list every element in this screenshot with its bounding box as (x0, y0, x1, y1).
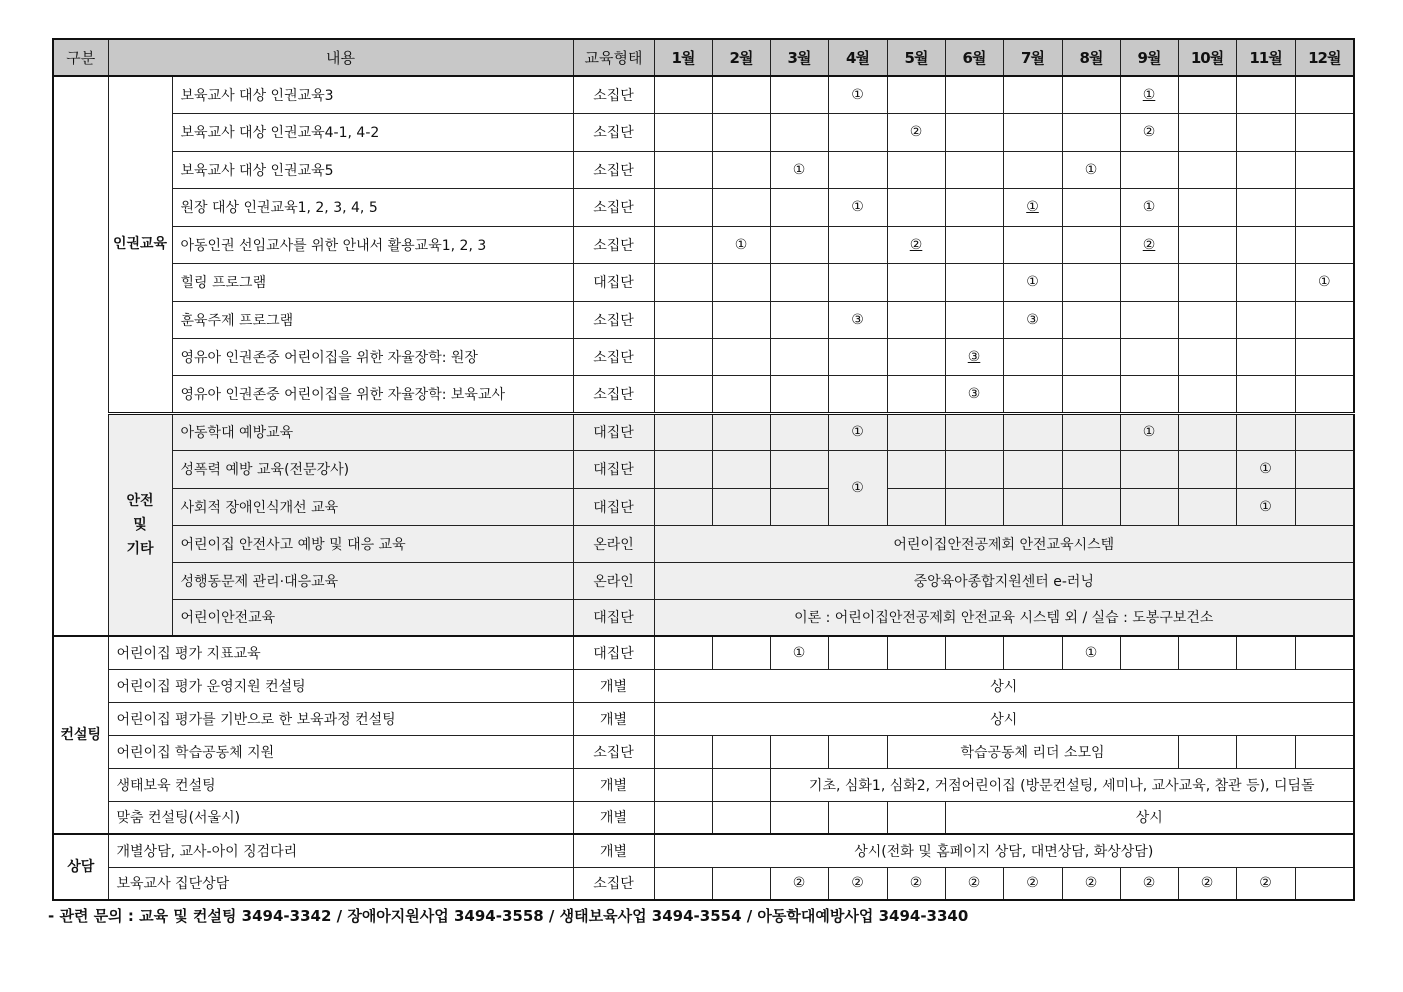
content-cell: 보육교사 대상 인권교육4-1, 4-2 (172, 113, 573, 151)
month-cell (1295, 338, 1354, 375)
table-row (53, 702, 1354, 735)
content-cell: 원장 대상 인권교육1, 2, 3, 4, 5 (172, 188, 573, 226)
table-row (53, 669, 1354, 702)
header-row (53, 39, 1354, 76)
content-cell: 보육교사 대상 인권교육5 (172, 151, 573, 188)
content-cell: 어린이집 학습공동체 지원 (108, 735, 573, 768)
month-cell (1003, 76, 1062, 113)
content-cell: 개별상담, 교사-아이 징검다리 (108, 834, 573, 867)
schedule-span-cell: 중앙육아종합지원센터 e-러닝 (654, 562, 1354, 599)
month-cell (1062, 226, 1120, 263)
month-cell: ① (828, 76, 887, 113)
schedule-span-cell: 상시 (654, 669, 1354, 702)
table-row (53, 599, 1354, 636)
table-row (53, 525, 1354, 562)
month-cell (1178, 113, 1236, 151)
schedule-span-cell: 상시 (945, 801, 1354, 834)
month-cell (1178, 450, 1236, 488)
section-label-safety: 안전 및 기타 (108, 413, 172, 636)
month-cell (654, 450, 712, 488)
content-cell: 성폭력 예방 교육(전문강사) (172, 450, 573, 488)
table-row (53, 338, 1354, 375)
content-cell: 어린이안전교육 (172, 599, 573, 636)
month-cell (1236, 301, 1295, 338)
month-cell (770, 735, 828, 768)
content-cell: 어린이집 평가를 기반으로 한 보육과정 컨설팅 (108, 702, 573, 735)
month-cell (770, 488, 828, 525)
format-cell: 대집단 (573, 488, 654, 525)
format-cell: 개별 (573, 768, 654, 801)
month-cell (1003, 375, 1062, 413)
month-cell: ① (1120, 413, 1178, 450)
month-cell (1120, 375, 1178, 413)
format-cell: 소집단 (573, 226, 654, 263)
content-cell: 어린이집 평가 운영지원 컨설팅 (108, 669, 573, 702)
month-cell: ① (770, 151, 828, 188)
month-cell (1003, 338, 1062, 375)
content-cell: 어린이집 평가 지표교육 (108, 636, 573, 669)
month-cell (945, 76, 1003, 113)
section-label-counseling: 상담 (53, 834, 108, 900)
month-cell (1062, 188, 1120, 226)
month-cell (887, 375, 945, 413)
header-month-1: 1월 (654, 39, 712, 76)
month-cell (654, 636, 712, 669)
month-cell (1003, 226, 1062, 263)
month-cell (945, 413, 1003, 450)
month-cell (1236, 76, 1295, 113)
table-row (53, 834, 1354, 867)
header-category: 구분 (53, 39, 108, 76)
table-row (53, 263, 1354, 301)
month-cell: ② (1003, 867, 1062, 900)
format-cell: 소집단 (573, 76, 654, 113)
month-cell (1120, 488, 1178, 525)
month-cell (654, 226, 712, 263)
month-cell (1295, 113, 1354, 151)
format-cell: 대집단 (573, 263, 654, 301)
content-cell: 아동학대 예방교육 (172, 413, 573, 450)
month-cell: ② (770, 867, 828, 900)
format-cell: 개별 (573, 801, 654, 834)
header-month-3: 3월 (770, 39, 828, 76)
month-cell (887, 488, 945, 525)
month-cell (1178, 375, 1236, 413)
month-cell (654, 301, 712, 338)
month-cell (654, 413, 712, 450)
month-cell (1295, 450, 1354, 488)
month-cell (712, 301, 770, 338)
format-cell: 개별 (573, 834, 654, 867)
month-cell (1236, 113, 1295, 151)
month-cell (1062, 301, 1120, 338)
month-cell: ① (1295, 263, 1354, 301)
month-cell: ② (1178, 867, 1236, 900)
month-cell: ② (1120, 113, 1178, 151)
content-cell: 어린이집 안전사고 예방 및 대응 교육 (172, 525, 573, 562)
month-cell (1236, 735, 1295, 768)
category-cell-education (53, 76, 108, 636)
month-cell: ① (1062, 636, 1120, 669)
month-cell (945, 263, 1003, 301)
content-cell: 영유아 인권존중 어린이집을 위한 자율장학: 보육교사 (172, 375, 573, 413)
month-cell (712, 413, 770, 450)
format-cell: 소집단 (573, 867, 654, 900)
month-cell (1062, 450, 1120, 488)
month-cell (654, 338, 712, 375)
content-cell: 보육교사 대상 인권교육3 (172, 76, 573, 113)
month-cell (1003, 413, 1062, 450)
format-cell: 대집단 (573, 450, 654, 488)
table-row (53, 801, 1354, 834)
month-cell (887, 413, 945, 450)
format-cell: 소집단 (573, 151, 654, 188)
schedule-span-cell: 상시 (654, 702, 1354, 735)
month-cell: ① (1120, 76, 1178, 113)
month-cell (828, 263, 887, 301)
month-cell (1120, 338, 1178, 375)
month-cell: ③ (1003, 301, 1062, 338)
month-cell (945, 113, 1003, 151)
month-cell (712, 151, 770, 188)
month-cell (1003, 450, 1062, 488)
month-cell (1062, 413, 1120, 450)
month-cell (887, 263, 945, 301)
month-cell: ① (828, 188, 887, 226)
table-row (53, 636, 1354, 669)
month-cell (828, 338, 887, 375)
month-cell: ① (828, 413, 887, 450)
month-cell (1295, 375, 1354, 413)
month-cell (712, 375, 770, 413)
format-cell: 소집단 (573, 338, 654, 375)
month-cell: ① (1120, 188, 1178, 226)
month-cell (712, 450, 770, 488)
month-cell: ① (1003, 263, 1062, 301)
month-cell (1178, 188, 1236, 226)
month-cell (1236, 263, 1295, 301)
month-cell (1178, 151, 1236, 188)
table-row (53, 226, 1354, 263)
month-cell (712, 113, 770, 151)
header-month-12: 12월 (1295, 39, 1354, 76)
month-cell (712, 338, 770, 375)
month-cell (1295, 636, 1354, 669)
month-cell (654, 151, 712, 188)
month-cell: ② (1062, 867, 1120, 900)
month-cell: ② (1236, 867, 1295, 900)
content-cell: 힐링 프로그램 (172, 263, 573, 301)
format-cell: 소집단 (573, 301, 654, 338)
month-cell (945, 450, 1003, 488)
month-cell: ③ (945, 338, 1003, 375)
month-cell (1236, 636, 1295, 669)
table-row (53, 413, 1354, 450)
format-cell: 소집단 (573, 113, 654, 151)
month-cell (654, 867, 712, 900)
header-format: 교육형태 (573, 39, 654, 76)
month-cell (712, 801, 770, 834)
month-cell (828, 151, 887, 188)
table-row (53, 450, 1354, 488)
month-cell (1062, 76, 1120, 113)
month-cell (887, 76, 945, 113)
month-cell (945, 301, 1003, 338)
format-cell: 개별 (573, 702, 654, 735)
month-cell (1295, 151, 1354, 188)
format-cell: 대집단 (573, 636, 654, 669)
schedule-span-cell: 상시(전화 및 홈페이지 상담, 대면상담, 화상상담) (654, 834, 1354, 867)
table-row (53, 768, 1354, 801)
month-cell (828, 801, 887, 834)
month-cell (828, 226, 887, 263)
month-cell (1062, 488, 1120, 525)
table-row (53, 562, 1354, 599)
month-cell (770, 301, 828, 338)
month-cell (945, 636, 1003, 669)
month-cell (1003, 151, 1062, 188)
month-cell (887, 636, 945, 669)
content-cell: 성행동문제 관리·대응교육 (172, 562, 573, 599)
table-row (53, 151, 1354, 188)
month-cell (887, 151, 945, 188)
month-cell (887, 301, 945, 338)
month-cell (1178, 338, 1236, 375)
month-cell (887, 338, 945, 375)
month-cell (1120, 301, 1178, 338)
month-cell: ② (945, 867, 1003, 900)
month-cell (1120, 636, 1178, 669)
month-cell (1062, 263, 1120, 301)
month-cell (1178, 488, 1236, 525)
format-cell: 개별 (573, 669, 654, 702)
month-cell: ② (887, 226, 945, 263)
month-cell (770, 76, 828, 113)
month-cell (712, 263, 770, 301)
month-cell (770, 413, 828, 450)
month-cell (1062, 338, 1120, 375)
month-cell (654, 801, 712, 834)
format-cell: 온라인 (573, 525, 654, 562)
month-cell (654, 735, 712, 768)
month-cell (712, 867, 770, 900)
format-cell: 온라인 (573, 562, 654, 599)
month-cell (654, 263, 712, 301)
month-cell (945, 226, 1003, 263)
month-cell (1003, 488, 1062, 525)
schedule-span-cell: 이론 : 어린이집안전공제회 안전교육 시스템 외 / 실습 : 도봉구보건소 (654, 599, 1354, 636)
month-cell (828, 113, 887, 151)
month-cell: ① (828, 450, 887, 525)
month-cell (1062, 113, 1120, 151)
month-cell (1236, 151, 1295, 188)
month-cell (1003, 636, 1062, 669)
month-cell (654, 76, 712, 113)
month-cell (712, 76, 770, 113)
header-month-7: 7월 (1003, 39, 1062, 76)
month-cell (1295, 188, 1354, 226)
month-cell (712, 735, 770, 768)
month-cell (770, 113, 828, 151)
header-content: 내용 (108, 39, 573, 76)
month-cell (654, 375, 712, 413)
format-cell: 소집단 (573, 735, 654, 768)
month-cell (712, 488, 770, 525)
month-cell (712, 636, 770, 669)
month-cell (828, 735, 887, 768)
month-cell: ① (1236, 450, 1295, 488)
month-cell: ① (1236, 488, 1295, 525)
month-cell (828, 636, 887, 669)
month-cell (654, 188, 712, 226)
month-cell (770, 375, 828, 413)
month-cell (1178, 301, 1236, 338)
month-cell (945, 188, 1003, 226)
table-row (53, 188, 1354, 226)
schedule-span-cell: 기초, 심화1, 심화2, 거점어린이집 (방문컨설팅, 세미나, 교사교육, 참관 등), 디딤돌 (770, 768, 1354, 801)
content-cell: 사회적 장애인식개선 교육 (172, 488, 573, 525)
month-cell (1062, 375, 1120, 413)
table-row (53, 867, 1354, 900)
month-cell (887, 450, 945, 488)
month-cell (1295, 226, 1354, 263)
education-schedule-table (52, 38, 1355, 901)
month-cell (1295, 735, 1354, 768)
month-cell (712, 768, 770, 801)
month-cell (1178, 76, 1236, 113)
section-label-human_rights: 인권교육 (108, 76, 172, 413)
month-cell (887, 188, 945, 226)
section-label-consulting: 컨설팅 (53, 636, 108, 834)
contact-footer: - 관련 문의 : 교육 및 컨설팅 3494-3342 / 장애아지원사업 3494-3558 / 생태보육사업 3494-3554 / 아동학대예방사업 3494-3340 (48, 907, 969, 925)
content-cell: 아동인권 선임교사를 위한 안내서 활용교육1, 2, 3 (172, 226, 573, 263)
schedule-span-cell: 어린이집안전공제회 안전교육시스템 (654, 525, 1354, 562)
month-cell: ① (1003, 188, 1062, 226)
schedule-span-cell: 학습공동체 리더 소모임 (887, 735, 1178, 768)
header-month-9: 9월 (1120, 39, 1178, 76)
table-row (53, 113, 1354, 151)
month-cell (1295, 488, 1354, 525)
month-cell (654, 768, 712, 801)
month-cell (1178, 413, 1236, 450)
month-cell (1120, 263, 1178, 301)
content-cell: 생태보육 컨설팅 (108, 768, 573, 801)
month-cell: ② (828, 867, 887, 900)
month-cell (770, 338, 828, 375)
month-cell (945, 488, 1003, 525)
month-cell (1178, 636, 1236, 669)
month-cell (1178, 226, 1236, 263)
month-cell: ③ (828, 301, 887, 338)
month-cell (770, 226, 828, 263)
month-cell (945, 151, 1003, 188)
content-cell: 보육교사 집단상담 (108, 867, 573, 900)
month-cell (1236, 338, 1295, 375)
month-cell: ③ (945, 375, 1003, 413)
header-month-6: 6월 (945, 39, 1003, 76)
month-cell (770, 450, 828, 488)
month-cell (1295, 413, 1354, 450)
month-cell (1236, 226, 1295, 263)
header-month-5: 5월 (887, 39, 945, 76)
month-cell (1295, 867, 1354, 900)
month-cell: ② (1120, 867, 1178, 900)
month-cell (770, 188, 828, 226)
month-cell: ② (887, 867, 945, 900)
month-cell: ① (770, 636, 828, 669)
month-cell (1236, 188, 1295, 226)
month-cell: ② (887, 113, 945, 151)
month-cell: ① (1062, 151, 1120, 188)
content-cell: 영유아 인권존중 어린이집을 위한 자율장학: 원장 (172, 338, 573, 375)
table-row (53, 488, 1354, 525)
table-body (53, 76, 1354, 900)
header-month-2: 2월 (712, 39, 770, 76)
month-cell (712, 188, 770, 226)
month-cell (1178, 263, 1236, 301)
table-row (53, 301, 1354, 338)
header-month-10: 10월 (1178, 39, 1236, 76)
month-cell (770, 801, 828, 834)
month-cell (887, 801, 945, 834)
table-row (53, 735, 1354, 768)
month-cell (654, 488, 712, 525)
month-cell: ① (712, 226, 770, 263)
month-cell (1295, 301, 1354, 338)
month-cell (1236, 413, 1295, 450)
month-cell (1003, 113, 1062, 151)
month-cell (1120, 450, 1178, 488)
content-cell: 맞춤 컨설팅(서울시) (108, 801, 573, 834)
month-cell (654, 113, 712, 151)
header-month-8: 8월 (1062, 39, 1120, 76)
month-cell (1295, 76, 1354, 113)
month-cell (828, 375, 887, 413)
month-cell (1120, 151, 1178, 188)
table-row (53, 76, 1354, 113)
table-row (53, 375, 1354, 413)
content-cell: 훈육주제 프로그램 (172, 301, 573, 338)
month-cell: ② (1120, 226, 1178, 263)
format-cell: 대집단 (573, 599, 654, 636)
header-month-4: 4월 (828, 39, 887, 76)
format-cell: 대집단 (573, 413, 654, 450)
header-month-11: 11월 (1236, 39, 1295, 76)
format-cell: 소집단 (573, 375, 654, 413)
month-cell (1178, 735, 1236, 768)
month-cell (770, 263, 828, 301)
format-cell: 소집단 (573, 188, 654, 226)
month-cell (1236, 375, 1295, 413)
